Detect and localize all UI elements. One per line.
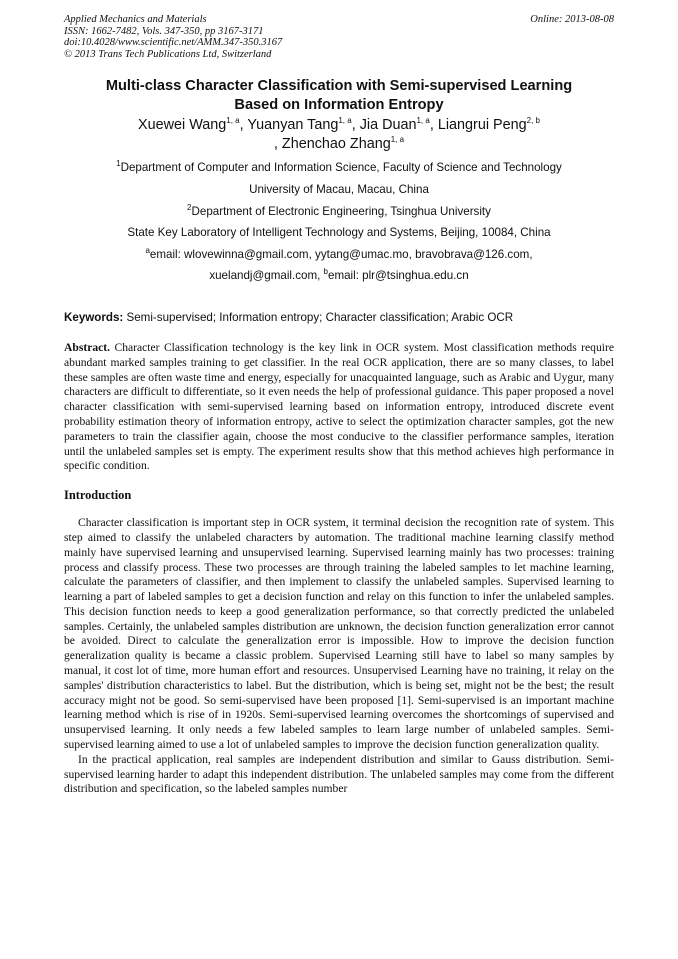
author-name: , Zhenchao Zhang	[273, 136, 391, 153]
abstract	[64, 341, 614, 474]
email-line-2	[64, 265, 614, 287]
affiliation-mark: 2	[187, 202, 192, 212]
author-name: Jia Duan	[359, 117, 417, 134]
affiliations	[64, 157, 614, 287]
issn-line: ISSN: 1662-7482, Vols. 347-350, pp 3167-3171	[64, 25, 264, 37]
body-paragraph: Character classification is important step in OCR system, it terminal decision the recognition rate of system. This step aimed to classify the unlabeled characters by automation. The traditional machine learning classify method mainly have supervised learning and unsupervised learning. Supervised learning mainly has two processes: training process and classify process. These two processes are through training the labeled samples to let machine learning, calculate the parameters of classifier, and then implement to classify the unlabeled samples. Supervised learning to learning a part of labeled samples to get a decision function and relay on this function to infer the unlabeled samples. This decision function needs to keep a good generalization performance, so that correctly predicted the unlabeled samples. Certainly, the unlabeled samples distribution are unknown, the decision function generalization error cannot be avoided. Direct to calculate the generalization error is impossible. How to improve the decision function generalization quality is became a classic problem. Supervised Learning still have to label so many samples by manual, it cost lot of time, more human effort and resources. Unsupervised Learning have no training, it relay on the samples' distribution characteristics to label. But the distribution, which is being set, might not be the best; the result accuracy might not be good. So semi-supervised have been proposed [1]. Semi-supervised is an important machine learning method which is rise of in 1920s. Semi-supervised learning overcomes the shortcomings of supervised and unsupervised learning. It only needs a few labeled samples to learn large number of unlabeled samples. Semi-supervised learning aimed to use a lot of unlabeled samples to improve the decision function generalization quality.	[64, 516, 614, 752]
title-line-1: Multi-class Character Classification with Semi-supervised Learning	[105, 78, 573, 95]
affiliation-1	[64, 157, 614, 179]
affiliation-text: Department of Computer and Information Science, Faculty of Science and Technology	[120, 161, 562, 175]
email-mark: b	[323, 267, 328, 277]
journal-header	[64, 14, 614, 60]
author-affiliation-mark: 2, b	[526, 116, 540, 126]
author-separator: ,	[351, 117, 360, 134]
doi-line: doi:10.4028/www.scientific.net/AMM.347-350.3167	[64, 37, 283, 49]
email-mark: a	[145, 245, 150, 255]
paper-title	[64, 77, 614, 115]
abstract-text: Character Classification technology is the key link in OCR system. Most classification methods require abundant marked samples training to get classifier. In the real OCR application, there are so many classes, to label these samples are often waste time and energy, especially for unacquainted language, such as Arabic and Uygur, many characters are difficult to differentiate, so it even needs the help of professional guidance. This paper proposed a novel character classification with semi-supervised learning based on information entropy, introduced discrete event probability estimation theory of information entropy, active to select the optimization character samples, got the new parameters to train the classifier again, choose the most conducive to the classifier performance samples, iteration until the unlabeled samples set is empty. The experiment results show that this method achieves high performance in specific condition.	[64, 340, 614, 473]
journal-name: Applied Mechanics and Materials	[64, 14, 207, 25]
author-separator: ,	[239, 117, 248, 134]
author-list	[64, 116, 614, 154]
affiliation-2-line-2: State Key Laboratory of Intelligent Technology and Systems, Beijing, 10084, China	[127, 226, 551, 240]
copyright-line: © 2013 Trans Tech Publications Ltd, Switzerland	[64, 48, 272, 60]
author-affiliation-mark: 1, a	[390, 135, 405, 145]
affiliation-2	[64, 201, 614, 223]
email-text: email: wlovewinna@gmail.com, yytang@umac.mo, bravobrava@126.com,	[149, 247, 533, 261]
affiliation-1-line-2: University of Macau, Macau, China	[249, 182, 429, 196]
affiliation-mark: 1	[116, 159, 121, 169]
body-paragraph: In the practical application, real samples are independent distribution and similar to Gauss distribution. Semi-supervised learning harder to adapt this independent distribution. The unlabeled samples may come from the different distribution and specification, so the labeled samples number	[64, 752, 614, 796]
author-name: Xuewei Wang	[138, 117, 227, 134]
author-name: Yuanyan Tang	[247, 117, 339, 134]
author-affiliation-mark: 1, a	[416, 116, 430, 126]
email-text: xuelandj@gmail.com,	[209, 269, 324, 283]
keywords	[64, 310, 614, 325]
section-heading: Introduction	[64, 488, 132, 503]
email-line-1	[64, 244, 614, 266]
author-separator: ,	[429, 117, 438, 134]
keywords-text: Semi-supervised; Information entropy; Character classification; Arabic OCR	[123, 310, 514, 324]
paper-page	[64, 14, 614, 797]
affiliation-text: Department of Electronic Engineering, Tsinghua University	[191, 204, 491, 218]
author-affiliation-mark: 1, a	[338, 116, 352, 126]
author-affiliation-mark: 1, a	[226, 116, 240, 126]
author-name: Liangrui Peng	[437, 117, 527, 134]
title-line-2: Based on Information Entropy	[234, 97, 444, 114]
online-date: Online: 2013-08-08	[530, 14, 614, 25]
email-text: email: plr@tsinghua.edu.cn	[328, 269, 469, 283]
abstract-label: Abstract.	[64, 340, 111, 354]
keywords-label: Keywords:	[64, 310, 124, 324]
